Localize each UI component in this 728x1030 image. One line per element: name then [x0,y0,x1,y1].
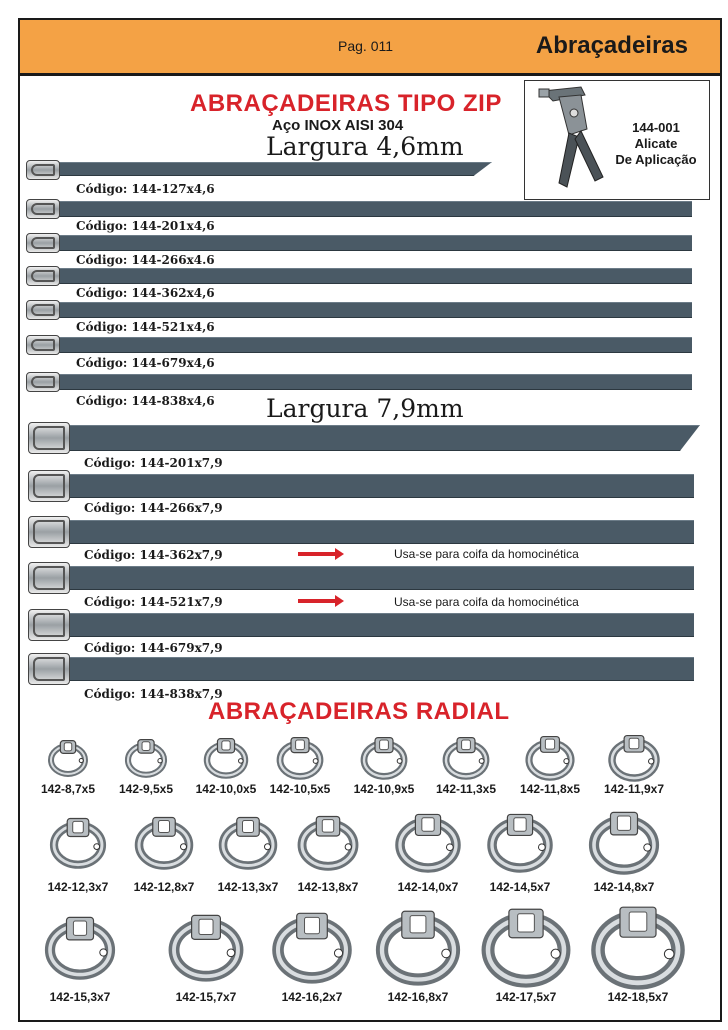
zip-code-79: Código: 144-201x7,9 [84,456,223,470]
zip-strap [30,374,692,390]
radial-clamp-code: 142-10,0x5 [195,782,257,796]
radial-clamp-image [132,811,196,875]
radial-clamp-image [216,811,280,875]
radial-clamp-image [605,729,663,787]
zip-code-46: Código: 144-838x4,6 [76,394,215,408]
zip-code-79: Código: 144-266x7,9 [84,501,223,515]
radial-clamp-image [587,806,661,880]
radial-clamp-code: 142-14,5x7 [489,880,551,894]
buckle-icon [26,199,60,219]
buckle-icon [28,422,70,454]
zip-code-46: Código: 144-266x4.6 [76,253,215,267]
zip-strap [30,235,692,251]
radial-clamp-image [167,909,245,987]
radial-clamp-code: 142-16,2x7 [281,990,343,1004]
radial-clamp-image [481,903,571,993]
zip-code-46: Código: 144-362x4,6 [76,286,215,300]
tool-name: Alicate [634,136,678,151]
radial-clamp-code: 142-9,5x5 [118,782,174,796]
zip-code-79: Código: 144-521x7,9 [84,595,223,609]
zip-section-title: ABRAÇADEIRAS TIPO ZIP [190,90,502,117]
radial-clamp-image [591,901,685,995]
zip-strap [32,657,694,681]
radial-clamp-image [44,734,92,782]
buckle-icon [28,516,70,548]
radial-clamp-image [375,905,461,991]
buckle-icon [28,609,70,641]
arrow-right-icon [298,552,336,556]
usage-note: Usa-se para coifa da homocinética [394,547,579,561]
zip-strap [30,268,692,284]
radial-clamp-code: 142-13,3x7 [217,880,279,894]
zip-code-46: Código: 144-521x4,6 [76,320,215,334]
buckle-icon [26,266,60,286]
radial-clamp-code: 142-18,5x7 [607,990,669,1004]
radial-clamp-code: 142-12,3x7 [47,880,109,894]
radial-clamp-code: 142-16,8x7 [387,990,449,1004]
radial-clamp-code: 142-17,5x7 [495,990,557,1004]
zip-code-46: Código: 144-127x4,6 [76,182,215,196]
zip-strap [30,201,692,217]
zip-code-79: Código: 144-838x7,9 [84,687,223,701]
tool-code: 144-001 [632,120,680,135]
radial-clamp-code: 142-12,8x7 [133,880,195,894]
radial-clamp-code: 142-10,9x5 [353,782,415,796]
zip-strap [32,566,694,590]
radial-clamp-code: 142-8,7x5 [40,782,96,796]
page-title: Abraçadeiras [535,32,688,59]
zip-strap [32,425,700,451]
page-number: Pag. 011 [338,38,394,54]
radial-clamp-image [522,730,578,786]
usage-note: Usa-se para coifa da homocinética [394,595,579,609]
zip-code-46: Código: 144-679x4,6 [76,356,215,370]
buckle-icon [28,562,70,594]
arrow-right-icon [298,599,336,603]
zip-strap [30,302,692,318]
radial-clamp-image [121,733,171,783]
buckle-icon [28,653,70,685]
zip-strap [30,162,492,176]
buckle-icon [26,372,60,392]
radial-clamp-image [357,731,411,785]
radial-clamp-image [485,808,555,878]
radial-clamp-image [43,911,117,985]
radial-clamp-image [393,808,463,878]
radial-clamp-code: 142-10,5x5 [269,782,331,796]
buckle-icon [26,335,60,355]
material-label: Aço INOX AISI 304 [272,117,404,134]
pliers-image [529,83,609,193]
zip-code-79: Código: 144-679x7,9 [84,641,223,655]
zip-code-46: Código: 144-201x4,6 [76,219,215,233]
zip-code-79: Código: 144-362x7,9 [84,548,223,562]
width-46-label: Largura 4,6mm [266,132,464,161]
buckle-icon [26,160,60,180]
radial-clamp-code: 142-15,7x7 [175,990,237,1004]
radial-clamp-code: 142-11,3x5 [435,782,497,796]
zip-strap [32,474,694,498]
radial-clamp-code: 142-14,8x7 [593,880,655,894]
radial-clamp-code: 142-13,8x7 [297,880,359,894]
zip-strap [32,520,694,544]
buckle-icon [26,300,60,320]
radial-clamp-code: 142-11,9x7 [603,782,665,796]
width-79-label: Largura 7,9mm [266,394,464,423]
radial-clamp-code: 142-15,3x7 [49,990,111,1004]
radial-clamp-image [273,731,327,785]
buckle-icon [28,470,70,502]
radial-section-title: ABRAÇADEIRAS RADIAL [208,698,510,725]
radial-clamp-image [200,732,252,784]
radial-clamp-image [439,731,493,785]
buckle-icon [26,233,60,253]
radial-clamp-image [47,812,109,874]
zip-strap [30,337,692,353]
radial-clamp-code: 142-11,8x5 [519,782,581,796]
radial-clamp-image [271,907,353,989]
radial-clamp-code: 142-14,0x7 [397,880,459,894]
tool-use: De Aplicação [615,152,697,167]
radial-clamp-image [295,810,361,876]
zip-strap [32,613,694,637]
